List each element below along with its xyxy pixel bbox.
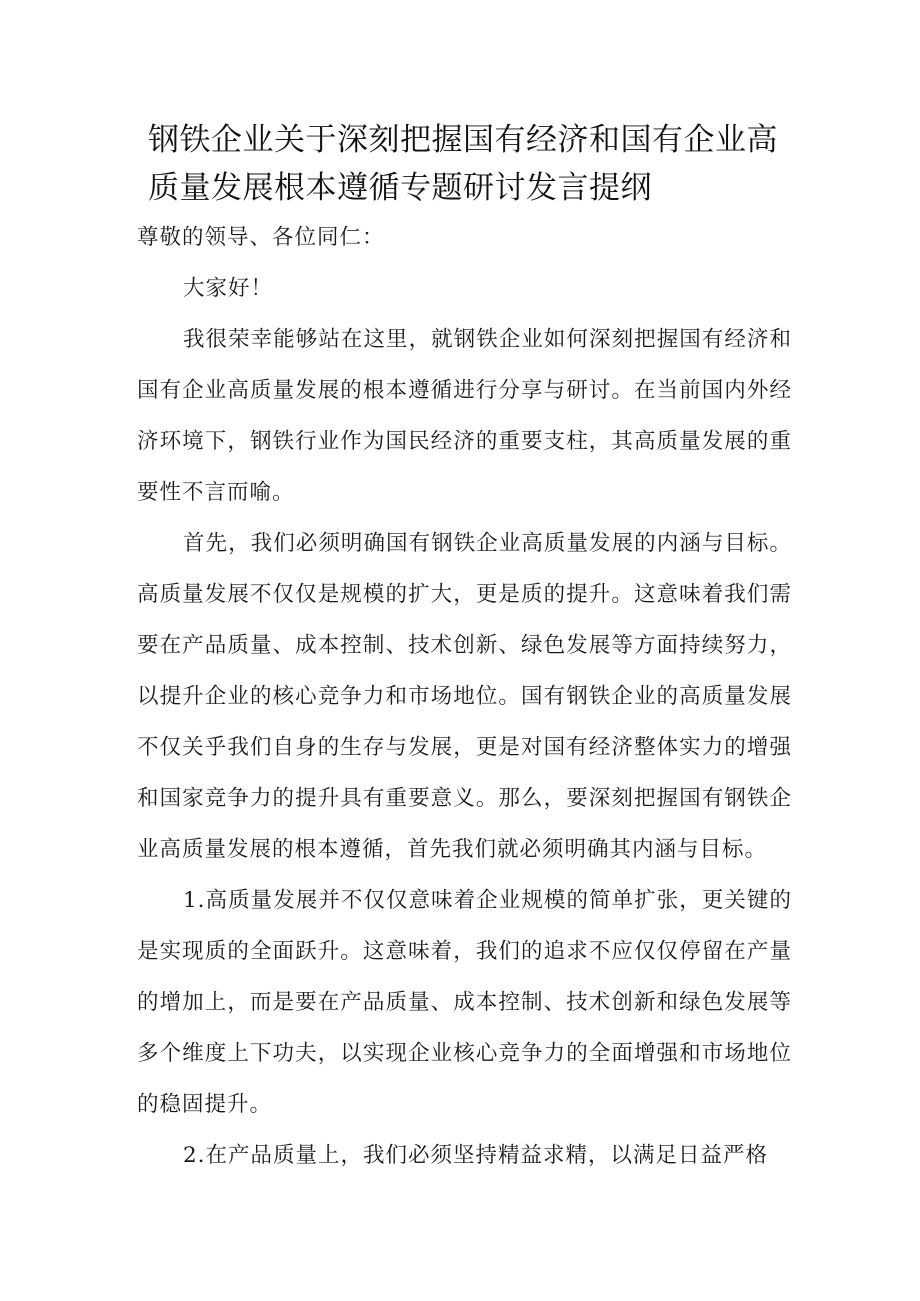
paragraph-item-1: 1.高质量发展并不仅仅意味着企业规模的简单扩张，更关键的是实现质的全面跃升。这意味着，我们的追求不应仅仅停留在产量的增加上，而是要在产品质量、成本控制、技术创新和绿色发展等多个维度上下功夫，以实现企业核心竞争力的全面增强和市场地位的稳固提升。 [137,888,792,1117]
paragraph-intro: 我很荣幸能够站在这里，就钢铁企业如何深刻把握国有经济和国有企业高质量发展的根本遵循进行分享与研讨。在当前国内外经济环境下，钢铁行业作为国民经济的重要支柱，其高质量发展的重要性不言而喻。 [137,327,792,505]
document-body [137,212,792,1181]
title-line-1: 钢铁企业关于深刻把握国有经济和国有企业高 [148,122,778,158]
paragraph-first-point: 首先，我们必须明确国有钢铁企业高质量发展的内涵与目标。高质量发展不仅仅是规模的扩大，更是质的提升。这意味着我们需要在产品质量、成本控制、技术创新、绿色发展等方面持续努力，以提升企业的核心竞争力和市场地位。国有钢铁企业的高质量发展不仅关乎我们自身的生存与发展，更是对国有经济整体实力的增强和国家竞争力的提升具有重要意义。那么，要深刻把握国有钢铁企业高质量发展的根本遵循，首先我们就必须明确其内涵与目标。 [137,531,792,862]
document-title [148,116,828,212]
salutation: 尊敬的领导、各位同仁： [137,225,385,250]
greeting: 大家好！ [183,276,274,301]
title-line-2: 质量发展根本遵循专题研讨发言提纲 [148,170,652,206]
paragraph-item-2: 2.在产品质量上，我们必须坚持精益求精，以满足日益严格 [183,1143,769,1168]
